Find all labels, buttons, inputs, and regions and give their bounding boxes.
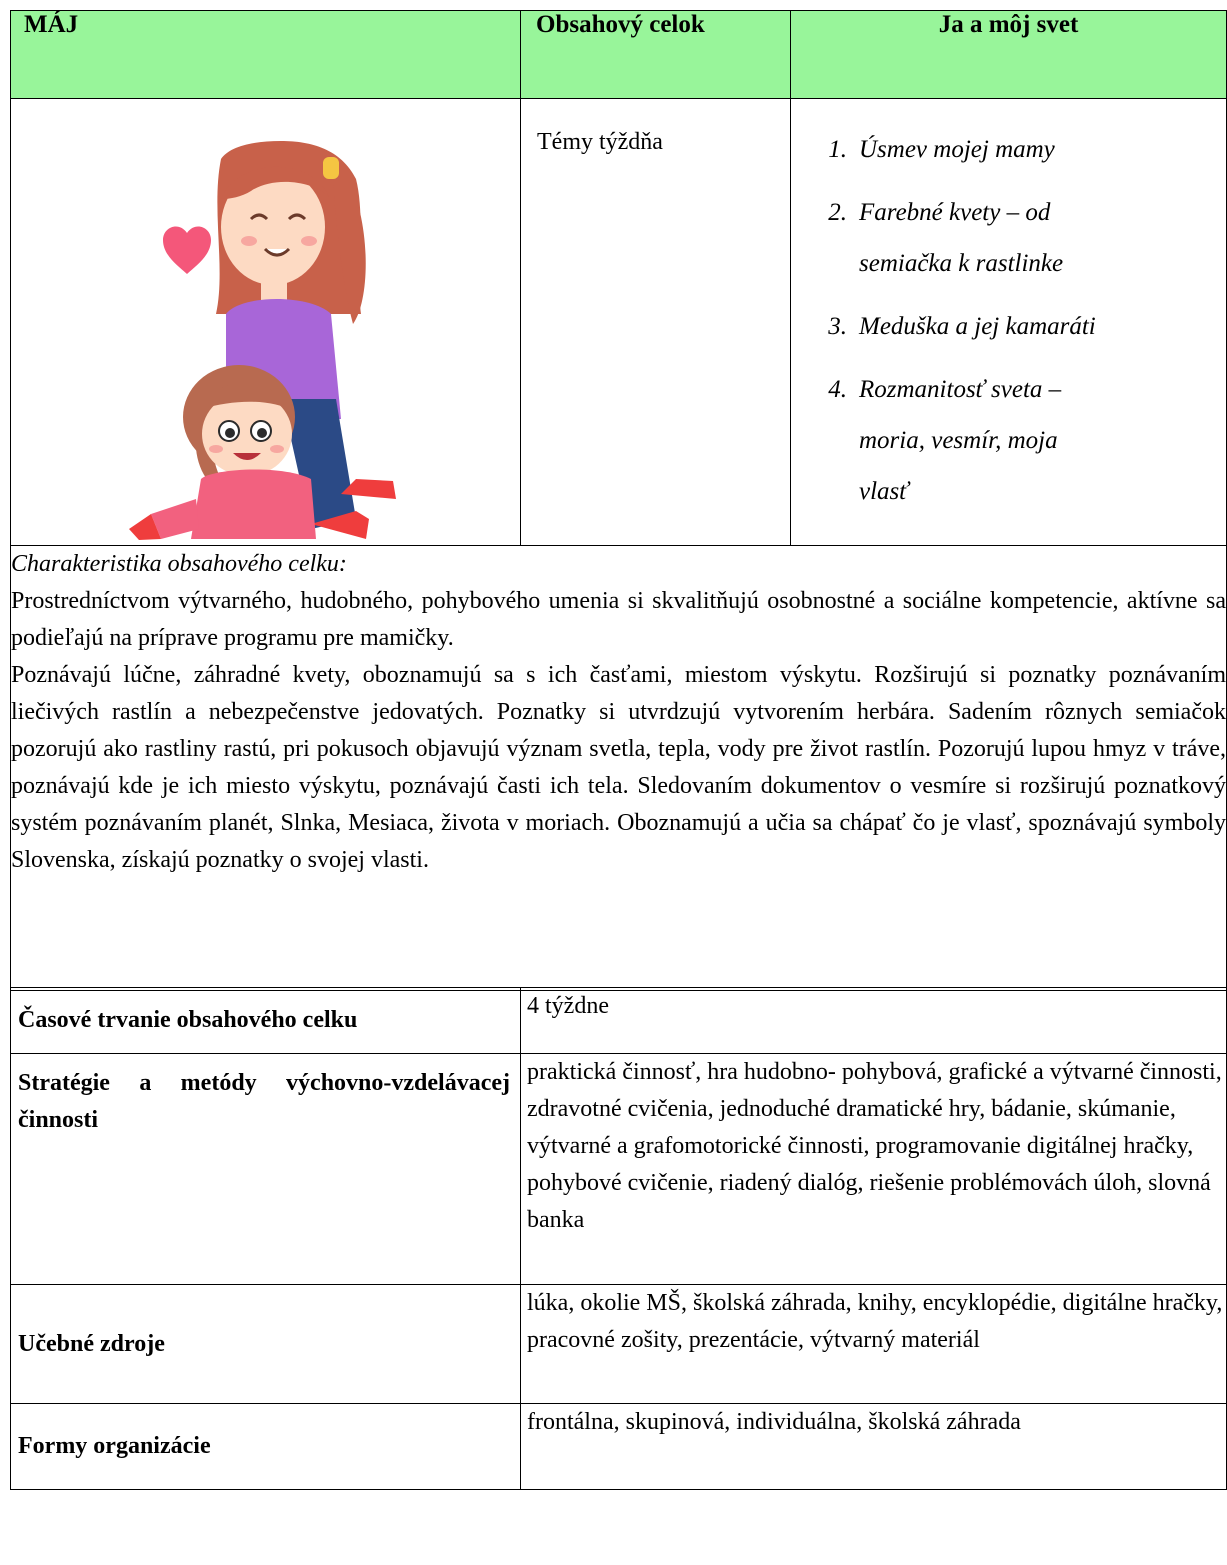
description-paragraph-2: Poznávajú lúčne, záhradné kvety, oboznamujú sa s ich časťami, miestom výskytu. Rozširujú si poznatky poznávaním liečivých rastlín a nebezpečenstve jedovatých. Poznatky si utvrdzujú vytvorením herbára. Sadením rôznych semiačok pozorujú ako rastliny rastú, pri pokusoch objavujú význam svetla, tepla, vody pre život rastlín. Pozorujú lupou hmyz v tráve, poznávajú kde je ich miesto výskytu, poznávajú časti ich tela. Sledovaním dokumentov o vesmíre si rozširujú poznatkový systém poznávaním planét, Slnka, Mesiaca, života v moriach. Oboznamujú a učia sa chápať čo je vlasť, spoznávajú symboly Slovenska, získajú poznatky o svojej vlasti. [11,662,1226,873]
topic-text-line: semiačka k rastlinke [859,250,1064,277]
topic-text-line: Farebné kvety – od [859,199,1051,226]
heart-icon [163,227,211,274]
topics-label-cell [521,99,791,546]
topic-text-line: Rozmanitosť sveta – [859,376,1062,403]
topics-list [791,99,1226,529]
description-paragraph-1: Prostredníctvom výtvarného, hudobného, pohybového umenia si skvalitňujú osobnostné a sociálne kompetencie, aktívne sa podieľajú na príprave programu pre mamičky. [11,588,1226,651]
topic-number: 3. [828,313,847,340]
topic-text-line: moria, vesmír, moja [859,427,1058,454]
topics-row [11,99,1227,546]
topic-text [859,364,1226,517]
duration-label: Časové trvanie obsahového celku [11,988,521,1054]
forms-value: frontálna, skupinová, individuálna, školská záhrada [521,1404,1227,1490]
topic-item [791,187,1226,301]
unit-title-cell: Ja a môj svet [791,11,1227,99]
topic-item [791,301,1226,364]
topics-label: Témy týždňa [537,129,663,155]
meta-row-forms [11,1404,1227,1490]
description-cell [11,546,1227,991]
topic-text [859,187,1226,289]
meta-row-strategies [11,1054,1227,1285]
topic-text-line: Úsmev mojej mamy [859,136,1055,163]
unit-label-cell: Obsahový celok [521,11,791,99]
topic-text-line: vlasť [859,478,909,505]
resources-value: lúka, okolie MŠ, školská záhrada, knihy, encyklopédie, digitálne hračky, pracovné zošity, prezentácie, výtvarný materiál [521,1285,1227,1404]
duration-value: 4 týždne [521,988,1227,1054]
meta-row-resources [11,1285,1227,1404]
topic-text [859,124,1226,175]
strategies-value: praktická činnosť, hra hudobno- pohybová, grafické a výtvarné činnosti, zdravotné cvičenia, jednoduché dramatické hry, bádanie, skúmanie, výtvarné a grafomotorické činnosti, programovanie digitálnej hračky, pohybové cvičenie, riadený dialóg, riešenie problémovách úloh, slovná banka [521,1054,1227,1285]
header-row [11,11,1227,99]
month-cell: MÁJ [11,11,521,99]
resources-label: Učebné zdroje [11,1285,521,1404]
illustration-cell [11,99,521,546]
strategies-label: Stratégie a metódy výchovno-vzdelávacej činnosti [18,1070,510,1133]
forms-label: Formy organizácie [11,1404,521,1490]
topic-number: 2. [828,199,847,226]
mother-hugging-child-illustration [11,99,521,540]
description-row [11,546,1227,991]
plan-table [10,10,1227,991]
topic-number: 4. [828,376,847,403]
strategies-label-cell [11,1054,521,1285]
topics-list-cell [791,99,1227,546]
topic-item [791,364,1226,529]
meta-table [10,987,1227,1490]
description-heading: Charakteristika obsahového celku: [11,551,347,577]
meta-row-duration [11,988,1227,1054]
topic-text-line: Meduška a jej kamaráti [859,313,1096,340]
topic-text [859,301,1226,352]
topic-number: 1. [828,136,847,163]
topic-item [791,124,1226,187]
